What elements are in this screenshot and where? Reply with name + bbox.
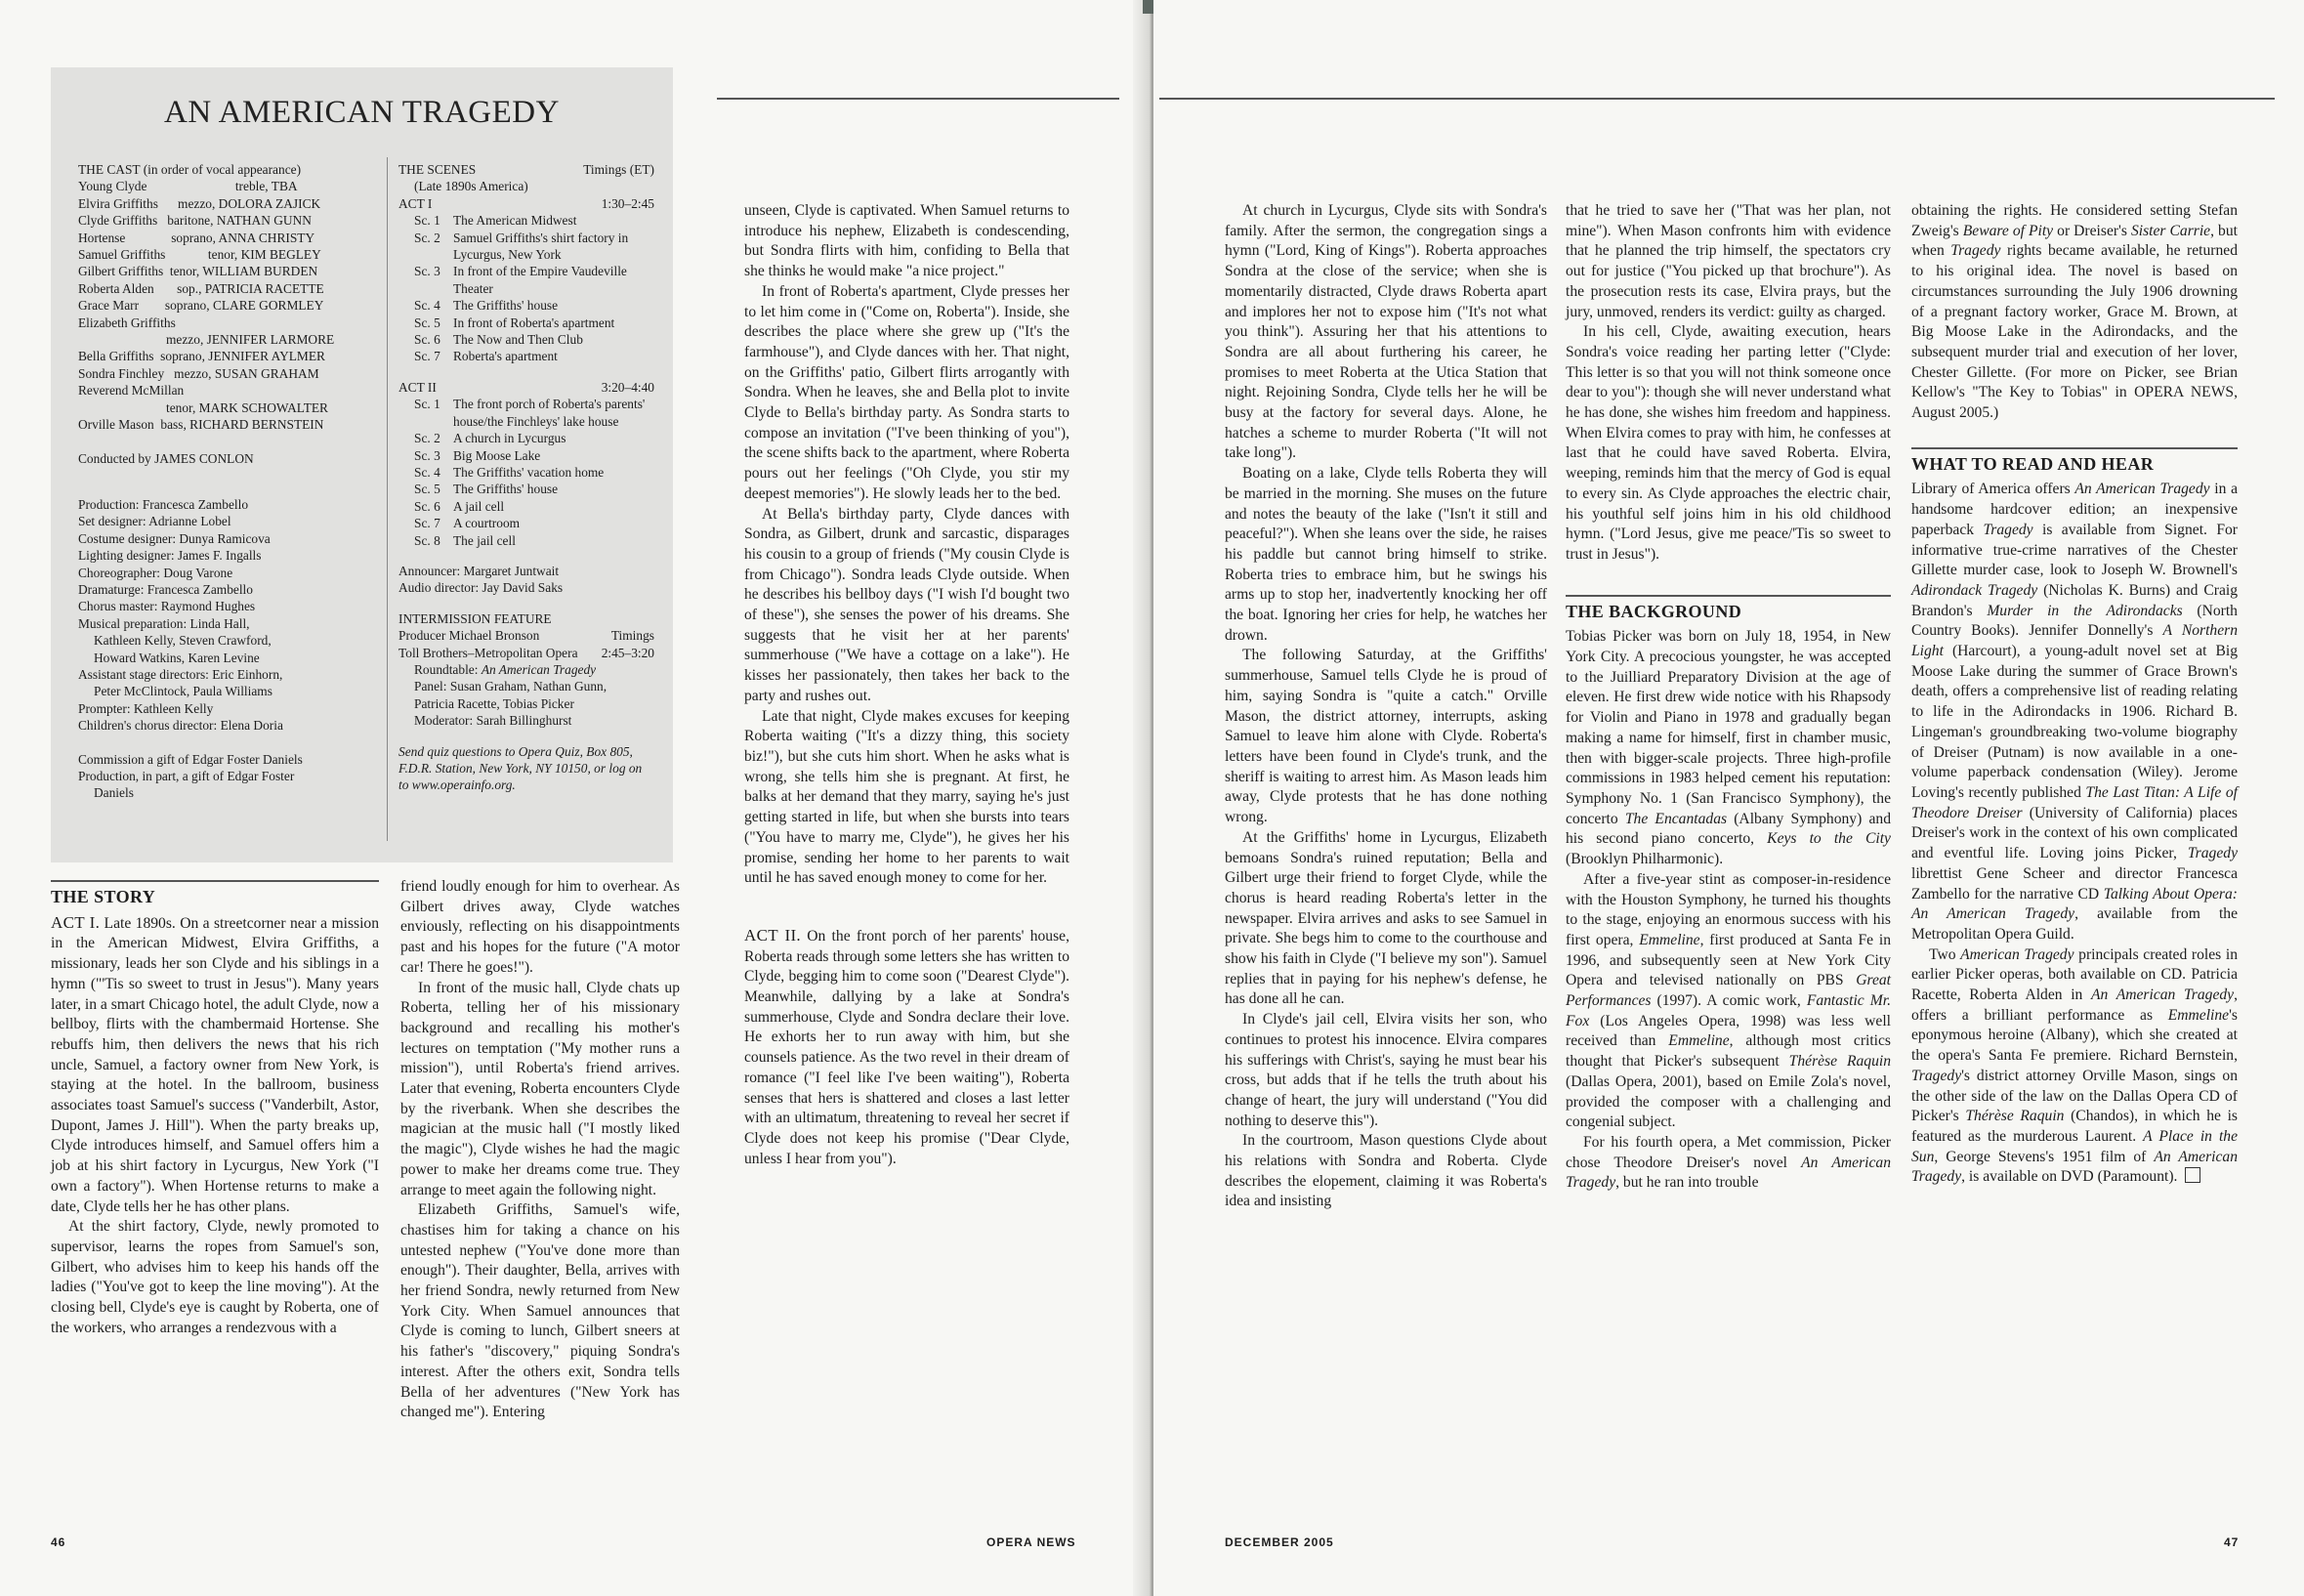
- title: Thérèse Raquin: [1965, 1108, 2065, 1125]
- credit-line: Peter McClintock, Paula Williams: [94, 684, 272, 699]
- toll: Toll Brothers–Metropolitan Opera: [398, 645, 578, 660]
- title: Thérèse Raquin: [1788, 1053, 1891, 1071]
- scene-number: Sc. 6: [414, 332, 440, 348]
- story-paragraph: The following Saturday, at the Griffiths' summerhouse, Samuel tells Clyde he is proud of him, saying Sondra is "quite a catch." Orville Mason, the district attorney, interrupts, asking Samuel to leave him alone with Clyde. Roberta's letters have been found in Clyde's trunk, and the sheriff is waiting to arrest him. As Mason leads him away, Clyde protests that he has done nothing wrong.: [1225, 647, 1547, 826]
- title: Tragedy: [1950, 242, 2001, 260]
- credit-line: Kathleen Kelly, Steven Crawford,: [94, 633, 272, 649]
- scene: [398, 348, 654, 364]
- commission-line: Daniels: [94, 785, 134, 801]
- magazine-name: OPERA NEWS: [986, 1535, 1076, 1549]
- story-column-4: [1225, 201, 1547, 1212]
- text: (Brooklyn Philharmonic).: [1566, 851, 1724, 868]
- timings-label: Timings: [610, 628, 654, 644]
- text: Library of America offers: [1911, 481, 2075, 498]
- credit-line: Production: Francesca Zambello: [78, 496, 249, 512]
- left-page: [0, 0, 1151, 1596]
- end-mark-icon: [2185, 1167, 2200, 1183]
- cast-line: Elizabeth Griffiths: [78, 315, 176, 330]
- page-number-right: 47: [2224, 1535, 2240, 1549]
- scene-number: Sc. 8: [414, 532, 440, 548]
- scenes-sub: (Late 1890s America): [414, 179, 528, 194]
- text: , George Stevens's 1951 film of: [1934, 1148, 2155, 1165]
- cast-line: Orville Mason bass, RICHARD BERNSTEIN: [78, 417, 324, 433]
- scene: [398, 532, 654, 549]
- text: , offers a brilliant performance as: [1911, 987, 2239, 1024]
- title: Great Performances: [1566, 972, 1891, 1010]
- text: principals created roles in earlier Picker operas, both available on CD. Patricia Racette, Roberta Alden in: [1911, 945, 2238, 1004]
- text: Two: [1929, 945, 1961, 963]
- background-head: THE BACKGROUND: [1566, 595, 1891, 622]
- scene: [398, 297, 654, 314]
- text: , available from the Metropolitan Opera Guild.: [1911, 905, 2239, 943]
- story-paragraph: In his cell, Clyde, awaiting execution, hears Sondra's voice reading her parting letter ("Clyde: This letter is so that you will not think someone once dear to you"): though she will never understand what he has done, she wishes him freedom and happiness. When Elvira comes to pray with him, he confesses at last that he could have saved Roberta. Elvira, weeping, reminds him that the mercy of God is equal to every sin. As Clyde approaches the electric chair, his youthful self joins him in his old childhood hymn. ("Lord Jesus, give me peace/'Tis so sweet to trust in Jesus").: [1566, 323, 1891, 563]
- scene: [398, 481, 654, 497]
- act1-label: ACT I: [398, 195, 433, 211]
- toll-time: 2:45–3:20: [601, 645, 654, 660]
- story-column-1: [51, 880, 379, 1338]
- scene-number: Sc. 7: [414, 516, 440, 531]
- scene-number: Sc. 6: [414, 498, 440, 514]
- cast-line: Gilbert Griffiths tenor, WILLIAM BURDEN: [78, 264, 318, 279]
- scene: [398, 464, 654, 481]
- credit-line: Prompter: Kathleen Kelly: [78, 700, 214, 716]
- scene-title: A courtroom: [453, 516, 521, 531]
- scene-number: Sc. 2: [414, 230, 440, 245]
- title: An American Tragedy: [2091, 987, 2235, 1004]
- credit-line: Choreographer: Doug Varone: [78, 565, 233, 580]
- scenes-head: THE SCENES: [398, 162, 477, 177]
- text: librettist Gene Scheer and director Francesca Zambello for the narrative CD: [1911, 864, 2238, 903]
- text: 's district attorney Orville Mason, sings on the other side of the law on the Dallas Opera CD of Picker's: [1911, 1067, 2238, 1125]
- act1-time: 1:30–2:45: [601, 195, 654, 211]
- act2-row: [398, 379, 654, 396]
- timings-head: Timings (ET): [583, 162, 654, 177]
- text: 's eponymous heroine (Albany), which she created at the opera's Santa Fe premiere. Richard Bernstein,: [1911, 1006, 2238, 1065]
- title: Fantastic Mr. Fox: [1566, 992, 1891, 1029]
- act1-label: ACT I.: [51, 912, 101, 932]
- credit-line: Dramaturge: Francesca Zambello: [78, 581, 253, 597]
- right-page: [1153, 0, 2304, 1596]
- scene-title: The Griffiths' house: [453, 482, 559, 497]
- story-head: THE STORY: [51, 880, 379, 907]
- cast-line: Reverend McMillan: [78, 383, 185, 399]
- act1-row: [398, 195, 654, 212]
- scene-title: The front porch of Roberta's parents' house/the Finchleys' lake house: [453, 397, 646, 429]
- scene-number: Sc. 5: [414, 482, 440, 497]
- cast-line: Bella Griffiths soprano, JENNIFER AYLMER: [78, 349, 325, 364]
- cast-column: [78, 161, 420, 802]
- producer: Producer Michael Bronson: [398, 628, 540, 644]
- story-paragraph: At the Griffiths' home in Lycurgus, Elizabeth bemoans Sondra's ruined reputation; Bella and Gilbert urge their friend to forget Clyde, while the chorus is heard reading Roberta's letter in the newspaper. Elvira arrives and asks to see Samuel in private. She begs him to come to the courthouse and show his faith in Clyde ("I believe my son"). Samuel replies that in paying for his nephew's defense, he has done all he can.: [1225, 828, 1547, 1008]
- scene: [398, 498, 654, 515]
- title: Beware of Pity: [1962, 222, 2054, 239]
- title: A Northern Light: [1911, 622, 2238, 660]
- panel-line: Moderator: Sarah Billinghurst: [414, 713, 572, 729]
- story-paragraph: In Clyde's jail cell, Elvira visits her son, who continues to protest his innocence. Elvira compares his sufferings with Christ's, saying he must bear his cross, but adds that if he tells the truth about his change of heart, the jury will understand ("You did nothing to deserve this").: [1225, 1011, 1547, 1129]
- credit-line: Children's chorus director: Elena Doria: [78, 718, 283, 734]
- scene-title: Roberta's apartment: [453, 349, 558, 364]
- text: , but when: [1911, 222, 2238, 260]
- cast-line: Grace Marr soprano, CLARE GORMLEY: [78, 298, 324, 314]
- scene: [398, 212, 654, 229]
- toll-row: [398, 645, 654, 661]
- text: For his fourth opera, a Met commission, Picker chose Theodore Dreiser's novel: [1566, 1133, 1891, 1171]
- title: Tragedy: [1983, 521, 2033, 538]
- story-paragraph: Boating on a lake, Clyde tells Roberta they will be married in the morning. She muses on the future and notes the beauty of the lake ("Isn't it still and peaceful?"). When she leans over the side, he raises his paddle but cannot bring himself to strike. Roberta tries to embrace him, but he swings his arms up to stop her, inadvertently knocking her off the boat. Ignoring her cries for help, he watches her drown.: [1225, 465, 1547, 644]
- credit-line: Lighting designer: James F. Ingalls: [78, 548, 262, 564]
- cast-line: Roberta Alden sop., PATRICIA RACETTE: [78, 280, 324, 296]
- title: An American Tragedy: [2074, 481, 2210, 498]
- scene: [398, 447, 654, 464]
- text: (North Country Books). Jennifer Donnelly's: [1911, 602, 2238, 640]
- text: (Albany Symphony) and his second piano concerto,: [1566, 810, 1891, 848]
- cast-line: Hortense soprano, ANNA CHRISTY: [78, 230, 315, 245]
- text: (Dallas Opera, 2001), based on Emile Zola's novel, provided the composer with a challenging and congenial subject.: [1566, 1072, 1891, 1131]
- text: (Nicholas K. Burns) and Craig Brandon's: [1911, 581, 2239, 619]
- story-paragraph: In front of the music hall, Clyde chats up Roberta, telling her of his missionary background and recalling his mother's lectures on temptation ("My mother runs a mission"), until Roberta's friend arrives. Later that evening, Roberta encounters Clyde by the riverbank. When she describes the magician at the music hall ("I mostly liked the magic"), Clyde wishes he had the magic power to make her dreams come true. They arrange to meet again the following night.: [400, 979, 680, 1198]
- box-divider: [387, 157, 388, 841]
- scene: [398, 430, 654, 446]
- story-paragraph: At Bella's birthday party, Clyde dances with Sondra, as Gilbert, drunk and sarcastic, disparages his cousin to a group of friends ("My cousin Clyde is from Chicago"). Sondra leads Clyde outside. When he describes his bellboy days ("I wish I'd bought two of these"), she senses the power of his dreams. She suggests that he visit her at her parents' summerhouse ("We have a cottage on a lake"). He kisses her passionately, then takes her back to the party and rushes out.: [744, 505, 1069, 704]
- cast-line: mezzo, JENNIFER LARMORE: [166, 332, 335, 348]
- cast-line: Young Clyde treble, TBA: [78, 179, 298, 194]
- text: obtaining the rights. He considered setting Stefan Zweig's: [1911, 202, 2238, 239]
- text: (Chandos), in which he is featured as the murderous Laurent.: [1911, 1108, 2238, 1145]
- cast-line: Samuel Griffiths tenor, KIM BEGLEY: [78, 247, 321, 263]
- scene-title: The Now and Then Club: [453, 332, 583, 348]
- title: Emmeline: [1639, 931, 1700, 948]
- cast-line: Clyde Griffiths baritone, NATHAN GUNN: [78, 213, 312, 229]
- title: Sister Carrie: [2130, 222, 2211, 239]
- cast-line: tenor, MARK SCHOWALTER: [166, 399, 328, 415]
- scene: [398, 230, 654, 264]
- title: Tragedy: [2187, 845, 2238, 862]
- cast-line: Sondra Finchley mezzo, SUSAN GRAHAM: [78, 365, 319, 381]
- title: Emmeline: [1668, 1032, 1730, 1050]
- top-rule: [717, 98, 1119, 100]
- story-paragraph: In front of Roberta's apartment, Clyde presses her to let him come in ("Come on, Roberta"). Inside, she describes the place where she grew up ("It's the farmhouse"), and Clyde dances with her. That night, on the Griffiths' patio, Gilbert flirts arrogantly with Sondra. When he leaves, she and Bella plot to invite Clyde to Bella's birthday party. As Sondra starts to compose an invitation ("I've been thinking of you"), the scene shifts back to the apartment, where Roberta pours out her feelings ("Oh Clyde, you stir my deepest memories"). He slowly leads her to the bed.: [744, 282, 1069, 502]
- scene-title: In front of Roberta's apartment: [453, 315, 615, 330]
- scene-title: Samuel Griffiths's shirt factory in Lycurgus, New York: [453, 230, 629, 263]
- scene: [398, 315, 654, 331]
- act2-label: ACT II.: [744, 925, 801, 945]
- text: (University of California) places Dreiser's work in the context of his own complicated and eventful life. Loving joins Picker,: [1911, 804, 2239, 862]
- act2-label: ACT II: [398, 379, 437, 395]
- title: An American Tragedy: [1911, 1148, 2238, 1186]
- credit-line: Set designer: Adrianne Lobel: [78, 514, 231, 529]
- story-paragraph: Late that night, Clyde makes excuses for keeping Roberta waiting ("It's a dizzy thing, this society biz!"), but she cuts him short. When he asks what is wrong, she tells him she is pregnant. At first, he balks at her demand that they marry, saying he's just getting started in life, but when she bursts into tears ("You have to marry me, Clyde"), he gives her his promise, sending her home to her parents to wait until he has saved enough money to come for her.: [744, 707, 1069, 887]
- text: After a five-year stint as composer-in-residence with the Houston Symphony, he turned his thoughts to the stage, enjoying an enormous success with his first opera,: [1566, 870, 1891, 948]
- story-text: Late 1890s. On a streetcorner near a mission in the American Midwest, Elvira Griffiths, a missionary, leads her son Clyde and his siblings in a hymn ("'Tis so sweet to trust in Jesus"). Many years later, in a smart Chicago hotel, the adult Clyde, now a bellboy, flirts with the chambermaid Hortense. She rebuffs him, then delivers the news that his rich uncle, Samuel, a factory owner from New York, is staying at the hotel. In the ballroom, business associates toast Samuel's success ("Vanderbilt, Astor, Dupont, James J. Hill"). When the party breaks up, Clyde introduces himself, and Samuel offers him a job at his shirt factory in Lycurgus, New York ("I own a factory"). When Hortense returns to make a date, Clyde tells her he has other plans.: [51, 914, 380, 1215]
- scene-title: The Griffiths' vacation home: [453, 464, 605, 480]
- background-paragraph: [1566, 1133, 1891, 1194]
- commission: [78, 751, 420, 802]
- text: (Los Angeles Opera, 1998) was less well received than: [1566, 1012, 1891, 1050]
- text: , first produced at Santa Fe in 1996, and subsequently seen at New York City Opera and televised nationally on PBS: [1566, 931, 1891, 989]
- scenes-column: [398, 161, 654, 794]
- roundtable-title: An American Tragedy: [481, 661, 597, 677]
- credit-line: Costume designer: Dunya Ramicova: [78, 530, 271, 546]
- scene-number: Sc. 4: [414, 298, 440, 314]
- text: , but he ran into trouble: [1615, 1174, 1759, 1192]
- text: is available from Signet. For informative true-crime narratives of the Chester Gillette murder case, look to Joseph W. Brownell's: [1911, 521, 2238, 579]
- title: American Tragedy: [1960, 945, 2074, 963]
- title: The Encantadas: [1624, 810, 1728, 827]
- scene-title: The American Midwest: [453, 213, 577, 229]
- title: Keys to the City: [1767, 830, 1891, 848]
- background-paragraph: [1566, 870, 1891, 1133]
- page-number-left: 46: [51, 1535, 66, 1549]
- story-paragraph: that he tried to save her ("That was her plan, not mine"). When Mason confronts him with evidence that he planned the trip himself, the spectators cry out for justice ("You picked up that brochure"). As the prosecution rests its case, Elvira prays, but the jury, unmoved, renders its verdict: guilty as charged.: [1566, 202, 1891, 320]
- conductor: Conducted by JAMES CONLON: [78, 450, 254, 466]
- act2-time: 3:20–4:40: [601, 379, 654, 395]
- title: An American Tragedy: [1566, 1154, 1891, 1192]
- story-paragraph: [51, 913, 379, 1218]
- story-column-5: [1566, 201, 1891, 1194]
- text: (Harcourt), a young-adult novel set at Big Moose Lake during the summer of Grace Brown's death, offers a comprehensive list of reading relating to life in the Adirondacks in 1906. Richard B. Lingeman's groundbreaking two-volume biography of Dreiser (Putnam) is now available in a one-volume paperback condensation (Wiley). Jerome Loving's recently published: [1911, 643, 2238, 801]
- story-column-2: [400, 877, 680, 1423]
- story-text: On the front porch of her parents' house, Roberta reads through some letters she has written to Clyde, begging him to come soon ("Dearest Clyde"). Meanwhile, dallying by a lake at Sondra's summerhouse, Clyde and Sondra declare their love. He exhorts her to run away with him, but she counsels patience. As the two revel in their dream of romance ("I feel like I've been waiting"), Roberta senses that hers is shattered and closes a last letter with an ultimatum, threatening to reveal her secret if Clyde does not keep his promise ("Dear Clyde, unless I hear from you").: [744, 927, 1069, 1167]
- producer-row: [398, 627, 654, 644]
- text: in a handsome hardcover edition; an inexpensive paperback: [1911, 481, 2238, 538]
- text: or Dreiser's: [2053, 222, 2131, 239]
- scene: [398, 331, 654, 348]
- story-paragraph: Elizabeth Griffiths, Samuel's wife, chastises him for taking a chance on his untested nephew ("You've done more than enough"). Their daughter, Bella, arrives with her friend Sondra, newly returned from New York City. When Samuel announces that Clyde is coming to lunch, Gilbert sneers at his father's "discovery," piquing Sondra's interest. After the others exit, Sondra tells Bella of her adventures ("New York has changed me"). Entering: [400, 1201, 680, 1421]
- scene-number: Sc. 3: [414, 264, 440, 279]
- story-paragraph: In the courtroom, Mason questions Clyde about his relations with Sondra and Roberta. Clyde describes the elopement, claiming it was Roberta's idea and insisting: [1225, 1132, 1547, 1210]
- title: Adirondack Tragedy: [1911, 581, 2038, 599]
- credit-line: Musical preparation: Linda Hall,: [78, 615, 250, 631]
- commission-line: Commission a gift of Edgar Foster Daniels: [78, 751, 303, 767]
- title: Talking About Opera: An American Tragedy: [1911, 885, 2238, 923]
- scene-number: Sc. 4: [414, 464, 440, 480]
- scene-title: The Griffiths' house: [453, 298, 559, 314]
- announcer: Announcer: Margaret Juntwait: [398, 563, 560, 578]
- cast-box: [51, 67, 673, 862]
- cast-head: THE CAST (in order of vocal appearance): [78, 162, 302, 177]
- panel-line: Panel: Susan Graham, Nathan Gunn,: [414, 679, 607, 694]
- audio-director: Audio director: Jay David Saks: [398, 580, 564, 596]
- credits: [78, 496, 420, 735]
- story-paragraph: unseen, Clyde is captivated. When Samuel returns to introduce his nephew, Elizabeth is condescending, but Sondra flirts with him, confiding to Bella that she thinks he would make "a nice project.": [744, 202, 1069, 280]
- title: A Place in the Sun: [1911, 1127, 2238, 1165]
- title: The Last Titan: A Life of Theodore Dreiser: [1911, 783, 2238, 821]
- cast-list: [78, 178, 420, 433]
- scene-title: In front of the Empire Vaudeville Theater: [453, 264, 627, 296]
- scene: [398, 396, 654, 430]
- scene-title: A church in Lycurgus: [453, 431, 566, 446]
- scene-number: Sc. 2: [414, 431, 440, 446]
- read-paragraph: [1911, 945, 2238, 1188]
- text: (1997). A comic work,: [1651, 992, 1807, 1010]
- scene-number: Sc. 7: [414, 349, 440, 364]
- background-column-2: [1911, 201, 2238, 1188]
- roundtable-label: Roundtable:: [414, 661, 482, 677]
- commission-line: Production, in part, a gift of Edgar Foster: [78, 769, 295, 783]
- text: , is available on DVD (Paramount).: [1961, 1168, 2178, 1186]
- issue-date: DECEMBER 2005: [1225, 1535, 1334, 1549]
- story-paragraph: At church in Lycurgus, Clyde sits with Sondra's family. After the sermon, the congregation sings a hymn ("Lord, King of Kings"). Roberta approaches Sondra at the close of the service; when she is momentarily distracted, Clyde draws Roberta apart and implores her not to expose him ("It's not what you think"). Assuring her that his attentions to Sondra are all about furthering his career, he promises to meet Roberta at the Utica Station that night. Rejoining Sondra, Clyde tells her he will be busy at the factory for several days. Alone, he hatches a scheme to murder Roberta ("It will not take long").: [1225, 202, 1547, 462]
- quiz-note: Send quiz questions to Opera Quiz, Box 805, F.D.R. Station, New York, NY 10150, or log on to www.operainfo.org.: [398, 743, 643, 793]
- scene-title: A jail cell: [453, 498, 505, 514]
- scene-number: Sc. 5: [414, 315, 440, 330]
- story-paragraph: friend loudly enough for him to overhear. As Gilbert drives away, Clyde watches enviously, reflecting on his disappointments past and his hopes for the future ("A motor car! There he goes!").: [400, 878, 680, 976]
- roundtable: [398, 661, 654, 678]
- story-paragraph: At the shirt factory, Clyde, newly promoted to supervisor, learns the ropes from Samuel's son, Gilbert, who advises him to keep his hands off the ladies ("You've got to keep the line moving"). At the closing bell, Clyde's eye is caught by Roberta, one of the workers, who arranges a rendezvous with a: [51, 1218, 379, 1336]
- top-rule: [1159, 98, 2275, 100]
- text: rights became available, he returned to his original idea. The novel is based on circumstances surrounding the July 1906 drowning of a pregnant factory worker, Grace M. Brown, at Big Moose Lake in the Adirondacks, and the subsequent murder trial and execution of her lover, Chester Gillette. (For more on Picker, see Brian Kellow's "The Key to Tobias" in OPERA NEWS, August 2005.): [1911, 242, 2238, 422]
- scene-title: The jail cell: [453, 532, 516, 548]
- scene-number: Sc. 3: [414, 447, 440, 463]
- read-paragraph: [1911, 480, 2238, 945]
- credit-line: Howard Watkins, Karen Levine: [94, 650, 260, 665]
- scene: [398, 263, 654, 297]
- title: Tragedy: [1911, 1067, 1962, 1084]
- cast-line: Elvira Griffiths mezzo, DOLORA ZAJICK: [78, 195, 321, 211]
- intermission-head: INTERMISSION FEATURE: [398, 610, 552, 626]
- story-paragraph: [744, 926, 1069, 1169]
- title: Murder in the Adirondacks: [1987, 602, 2183, 619]
- background-paragraph: [1911, 201, 2238, 424]
- scene: [398, 515, 654, 531]
- text: Tobias Picker was born on July 18, 1954, in New York City. A precocious youngster, he was accepted to the Juilliard Preparatory Division at the age of eleven. He first drew wide notice with his Rhapsody for Violin and Piano in 1978 and gradually began making a name for himself, first in chamber music, then with bigger-scale projects. Three high-profile commissions in 1983 helped cement his reputation: Symphony No. 1 (San Francisco Symphony), the concerto: [1566, 628, 1891, 827]
- credit-line: Assistant stage directors: Eric Einhorn,: [78, 666, 283, 682]
- title: Emmeline: [2167, 1006, 2230, 1024]
- box-title: AN AMERICAN TRAGEDY: [164, 95, 560, 130]
- scene-number: Sc. 1: [414, 213, 440, 229]
- story-column-3: [744, 201, 1069, 1169]
- panel-line: Patricia Racette, Tobias Picker: [414, 695, 574, 711]
- scene-title: Big Moose Lake: [453, 447, 541, 463]
- scene-number: Sc. 1: [414, 397, 440, 412]
- credit-line: Chorus master: Raymond Hughes: [78, 599, 256, 614]
- scenes-head-row: [398, 161, 654, 178]
- background-paragraph: [1566, 627, 1891, 869]
- read-head: WHAT TO READ AND HEAR: [1911, 447, 2238, 475]
- text: , although most critics thought that Picker's subsequent: [1566, 1032, 1892, 1071]
